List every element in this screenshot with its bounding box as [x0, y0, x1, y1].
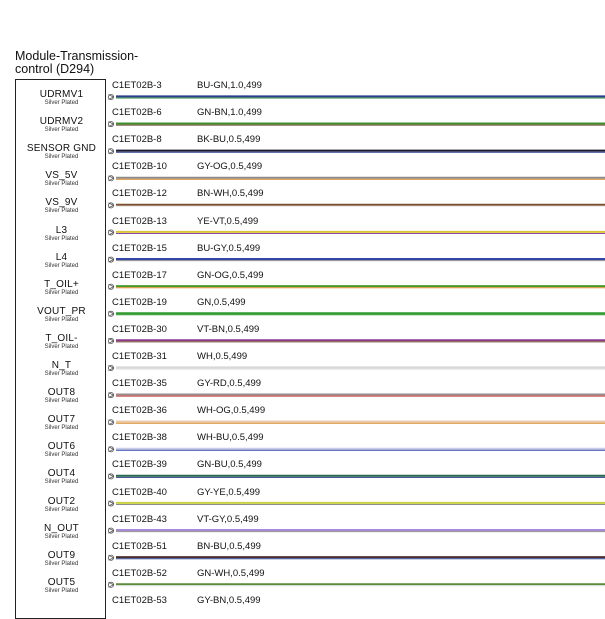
circuit-id: C1ET02B-53	[112, 594, 167, 606]
pin-plating: Silver Plated	[44, 479, 79, 486]
pin-name: N_OUT	[44, 522, 79, 534]
wire-line	[108, 338, 605, 343]
pin-name: VS_5V	[45, 170, 78, 182]
pin-plating: Silver Plated	[44, 208, 79, 215]
wire-line	[108, 393, 605, 398]
wire-line	[108, 203, 605, 208]
wire-spec: BN-BU,0.5,499	[197, 540, 261, 552]
pin-plating: Silver Plated	[44, 127, 79, 134]
circuit-id: C1ET02B-8	[112, 134, 162, 146]
pin-name: OUT7	[47, 414, 76, 426]
wire-line	[108, 311, 605, 316]
pin-plating: Silver Plated	[44, 235, 79, 242]
pin-name: SENSOR GND	[26, 143, 97, 155]
wire-spec: VT-GY,0.5,499	[197, 513, 259, 525]
wire-spec: GN-WH,0.5,499	[197, 567, 265, 579]
pin-plating: Silver Plated	[44, 533, 79, 540]
pin-plating: Silver Plated	[44, 262, 79, 269]
pin-name: UDRMV1	[39, 89, 84, 100]
wire-spec: WH-OG,0.5,499	[197, 405, 266, 417]
pin-name: VS_9V	[45, 197, 78, 209]
wire-line	[108, 420, 605, 425]
circuit-id: C1ET02B-52	[112, 567, 167, 579]
wire-spec: WH,0.5,499	[197, 351, 248, 362]
pin-plating: Silver Plated	[44, 316, 79, 323]
wire-line	[108, 94, 605, 99]
pin-plating: Silver Plated	[44, 506, 79, 513]
wire-spec: GY-RD,0.5,499	[197, 378, 262, 390]
pin-name: T_OIL+	[44, 278, 79, 290]
circuit-id: C1ET02B-12	[112, 188, 167, 200]
pin-plating: Silver Plated	[44, 452, 79, 459]
wire-line	[108, 122, 605, 127]
wire-spec: GY-OG,0.5,499	[197, 161, 263, 173]
circuit-id: C1ET02B-30	[112, 323, 167, 335]
circuit-id: C1ET02B-40	[112, 486, 167, 498]
pin-name: OUT8	[47, 387, 76, 399]
wire-spec: GN-BU,0.5,499	[197, 459, 262, 471]
wire-line	[108, 284, 605, 289]
wire-line	[108, 176, 605, 181]
wire-line	[108, 365, 605, 370]
pin-plating: Silver Plated	[44, 587, 79, 594]
pin-plating: Silver Plated	[44, 154, 79, 161]
pin-name: OUT5	[47, 576, 76, 588]
circuit-id: C1ET02B-31	[112, 351, 167, 362]
circuit-id: C1ET02B-51	[112, 540, 167, 552]
wire-spec: GN-BN,1.0,499	[197, 107, 262, 119]
circuit-id: C1ET02B-10	[112, 161, 167, 173]
wire-line	[108, 582, 605, 587]
wire-spec: GN,0.5,499	[197, 296, 246, 308]
wire-line	[108, 447, 605, 452]
wire-spec: BK-BU,0.5,499	[197, 134, 261, 146]
circuit-id: C1ET02B-43	[112, 513, 167, 525]
circuit-id: C1ET02B-13	[112, 215, 167, 227]
circuit-id: C1ET02B-17	[112, 269, 167, 281]
wire-line	[108, 149, 605, 154]
wire-spec: GY-YE,0.5,499	[197, 486, 261, 498]
pin-name: OUT2	[47, 495, 76, 507]
wire-line	[108, 501, 605, 506]
circuit-id: C1ET02B-35	[112, 378, 167, 390]
pin-name: VOUT_PR	[37, 305, 86, 317]
wire-line	[108, 528, 605, 533]
wire-line	[108, 257, 605, 262]
pin-name: UDRMV2	[39, 116, 84, 128]
pin-plating: Silver Plated	[44, 343, 79, 350]
pin-name: OUT9	[47, 549, 76, 561]
circuit-id: C1ET02B-36	[112, 405, 167, 417]
pin-name: OUT6	[47, 441, 76, 453]
wire-line	[108, 474, 605, 479]
pin-name: OUT4	[47, 468, 76, 480]
wire-spec: GY-BN,0.5,499	[197, 594, 261, 606]
pin-plating: Silver Plated	[44, 181, 79, 188]
pin-plating: Silver Plated	[44, 289, 79, 296]
wire-spec: BU-GN,1.0,499	[197, 80, 262, 91]
circuit-id: C1ET02B-19	[112, 296, 167, 308]
module-title: Module-Transmission-control (D294)	[15, 49, 139, 76]
pin-plating: Silver Plated	[44, 560, 79, 567]
wire-spec: BN-WH,0.5,499	[197, 188, 264, 200]
circuit-id: C1ET02B-3	[112, 80, 162, 91]
pin-plating: Silver Plated	[44, 425, 79, 432]
circuit-id: C1ET02B-39	[112, 459, 167, 471]
wire-line	[108, 230, 605, 235]
pin-plating: Silver Plated	[44, 100, 79, 106]
circuit-id: C1ET02B-15	[112, 242, 167, 254]
wire-spec: VT-BN,0.5,499	[197, 323, 260, 335]
circuit-id: C1ET02B-6	[112, 107, 162, 119]
pin-name: L3	[55, 224, 68, 236]
wire-line	[108, 555, 605, 560]
wire-spec: GN-OG,0.5,499	[197, 269, 264, 281]
circuit-id: C1ET02B-38	[112, 432, 167, 444]
pin-name: L4	[55, 251, 68, 263]
wire-spec: BU-GY,0.5,499	[197, 242, 261, 254]
wire-spec: YE-VT,0.5,499	[197, 215, 259, 227]
pin-name: N_T	[51, 360, 72, 371]
wire-spec: WH-BU,0.5,499	[197, 432, 264, 444]
pin-name: T_OIL-	[45, 332, 78, 344]
pin-plating: Silver Plated	[44, 398, 79, 405]
pin-plating: Silver Plated	[44, 371, 79, 377]
